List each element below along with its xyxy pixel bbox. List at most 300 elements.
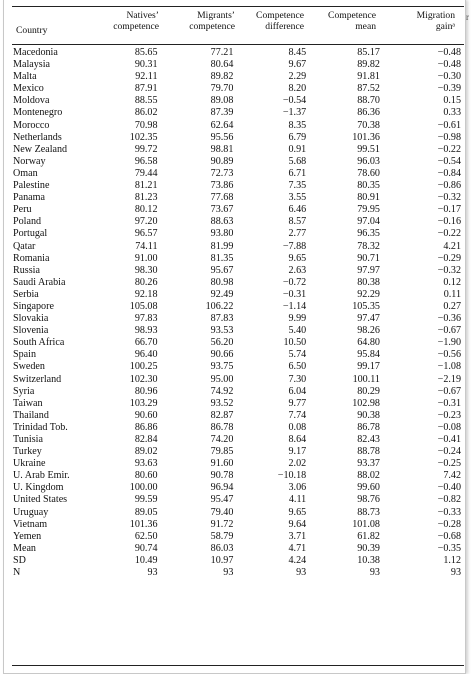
clipped-column-marker: r <box>466 12 469 22</box>
difference-cell: 10.50 <box>283 337 307 349</box>
difference-cell: 5.68 <box>288 155 307 167</box>
natives-cell: 91.00 <box>134 252 158 264</box>
gain-cell: 0.27 <box>443 300 461 312</box>
table-row <box>13 543 461 555</box>
natives-cell: 97.83 <box>134 313 158 325</box>
migrants-cell: 91.72 <box>210 518 234 530</box>
migrants-cell: 81.99 <box>210 240 234 252</box>
mean-cell: 92.29 <box>357 288 380 300</box>
mean-cell: 88.70 <box>357 95 380 107</box>
table-row <box>13 59 461 71</box>
header-gain-line1: Migration <box>416 10 455 21</box>
country-cell: United States <box>13 494 68 506</box>
table-row <box>13 95 461 107</box>
migrants-cell: 86.03 <box>210 542 234 554</box>
gain-cell: −0.67 <box>437 385 461 397</box>
natives-cell: 90.60 <box>134 409 158 421</box>
migrants-cell: 77.21 <box>210 47 234 58</box>
natives-cell: 92.11 <box>135 71 158 83</box>
mean-cell: 80.29 <box>357 385 380 397</box>
table-row <box>13 313 461 325</box>
header-gain-line2: gainᵃ <box>435 21 455 32</box>
mean-cell: 97.47 <box>357 313 380 325</box>
gain-cell: 93 <box>450 567 461 579</box>
mean-cell: 86.78 <box>357 421 380 433</box>
natives-cell: 105.08 <box>129 300 158 312</box>
country-cell: Uruguay <box>13 506 49 518</box>
migrants-cell: 90.78 <box>210 470 234 482</box>
header-migrants-line1: Migrants’ <box>197 10 235 21</box>
table-row <box>13 107 461 119</box>
mean-cell: 93 <box>369 567 380 579</box>
gain-cell: −0.82 <box>437 494 461 506</box>
table-row <box>13 470 461 482</box>
mean-cell: 10.38 <box>357 554 380 566</box>
gain-cell: −0.24 <box>437 446 461 458</box>
country-cell: Tunisia <box>13 434 43 445</box>
table-row <box>13 241 461 253</box>
table-row <box>13 434 461 446</box>
migrants-cell: 79.40 <box>210 506 234 518</box>
migrants-cell: 10.97 <box>210 554 234 566</box>
difference-cell: 6.46 <box>288 204 307 216</box>
country-cell: Spain <box>13 349 36 361</box>
table-row <box>13 422 461 434</box>
difference-cell: 5.40 <box>288 325 307 337</box>
migrants-cell: 82.87 <box>210 409 234 421</box>
country-cell: Trinidad Tob. <box>13 421 68 433</box>
gain-cell: −0.40 <box>437 482 461 494</box>
difference-cell: 6.50 <box>288 361 307 373</box>
competence-table <box>13 47 461 579</box>
table-row <box>13 349 461 361</box>
table-row <box>13 507 461 519</box>
natives-cell: 90.74 <box>134 542 158 554</box>
table-row <box>13 204 461 216</box>
natives-cell: 93 <box>147 567 158 579</box>
gain-cell: −0.68 <box>437 530 461 542</box>
difference-cell: −0.31 <box>282 288 307 300</box>
country-cell: Oman <box>13 167 38 179</box>
gain-cell: 0.12 <box>443 276 461 288</box>
gain-cell: −0.29 <box>437 252 461 264</box>
country-cell: Qatar <box>13 240 36 252</box>
migrants-cell: 89.08 <box>210 95 234 107</box>
mean-cell: 97.97 <box>357 264 380 276</box>
natives-cell: 80.12 <box>134 204 158 216</box>
header-difference-line1: Competence <box>256 10 304 21</box>
country-cell: Saudi Arabia <box>13 276 66 288</box>
natives-cell: 70.98 <box>134 119 158 131</box>
country-cell: Montenegro <box>13 107 63 119</box>
migrants-cell: 80.64 <box>210 59 234 71</box>
natives-cell: 99.59 <box>134 494 158 506</box>
mean-cell: 95.84 <box>357 349 380 361</box>
difference-cell: 7.30 <box>288 373 307 385</box>
natives-cell: 92.18 <box>134 288 158 300</box>
difference-cell: 3.55 <box>288 192 307 204</box>
natives-cell: 89.02 <box>134 446 158 458</box>
difference-cell: 8.45 <box>288 47 307 58</box>
table-row <box>13 410 461 422</box>
country-cell: Thailand <box>13 409 49 421</box>
difference-cell: 6.04 <box>288 385 307 397</box>
header-natives-line2: competence <box>113 21 159 32</box>
migrants-cell: 81.35 <box>210 252 234 264</box>
mean-cell: 88.78 <box>357 446 380 458</box>
difference-cell: 5.74 <box>288 349 307 361</box>
mean-cell: 91.81 <box>357 71 380 83</box>
migrants-cell: 93.53 <box>210 325 234 337</box>
header-difference-line2: difference <box>265 21 304 32</box>
country-cell: SD <box>13 554 26 566</box>
country-cell: Palestine <box>13 180 50 192</box>
country-cell: U. Kingdom <box>13 482 64 494</box>
country-cell: Syria <box>13 385 35 397</box>
table-row <box>13 168 461 180</box>
difference-cell: 9.64 <box>288 518 307 530</box>
mean-cell: 78.60 <box>357 167 380 179</box>
table-row <box>13 555 461 567</box>
migrants-cell: 90.66 <box>210 349 234 361</box>
migrants-cell: 95.47 <box>210 494 234 506</box>
natives-cell: 80.96 <box>134 385 158 397</box>
migrants-cell: 79.70 <box>210 83 234 95</box>
natives-cell: 86.02 <box>134 107 158 119</box>
natives-cell: 82.84 <box>134 434 158 445</box>
country-cell: Malta <box>13 71 37 83</box>
header-country: Country <box>16 25 48 36</box>
country-cell: Moldova <box>13 95 50 107</box>
mean-cell: 99.17 <box>357 361 380 373</box>
difference-cell: 9.67 <box>288 59 307 71</box>
difference-cell: −0.54 <box>282 95 307 107</box>
table-row <box>13 301 461 313</box>
country-cell: Mean <box>13 542 36 554</box>
difference-cell: −10.18 <box>277 470 307 482</box>
mean-cell: 96.35 <box>357 228 380 240</box>
natives-cell: 86.86 <box>134 421 158 433</box>
table-row <box>13 361 461 373</box>
difference-cell: 4.11 <box>288 494 307 506</box>
migrants-cell: 77.68 <box>210 192 234 204</box>
mean-cell: 102.98 <box>352 397 380 409</box>
table-row <box>13 228 461 240</box>
country-cell: Vietnam <box>13 518 48 530</box>
table-row <box>13 253 461 265</box>
table-row <box>13 120 461 132</box>
table-row <box>13 374 461 386</box>
natives-cell: 103.29 <box>129 397 158 409</box>
gain-cell: −0.98 <box>437 131 461 143</box>
gain-cell: −0.31 <box>437 397 461 409</box>
migrants-cell: 62.64 <box>210 119 234 131</box>
gain-cell: −0.28 <box>437 518 461 530</box>
natives-cell: 102.35 <box>129 131 158 143</box>
difference-cell: 0.08 <box>288 421 307 433</box>
natives-cell: 10.49 <box>134 554 158 566</box>
migrants-cell: 79.85 <box>210 446 234 458</box>
mean-cell: 87.52 <box>357 83 380 95</box>
mean-cell: 61.82 <box>357 530 380 542</box>
country-cell: Panama <box>13 192 45 204</box>
difference-cell: −1.37 <box>282 107 307 119</box>
country-cell: Russia <box>13 264 40 276</box>
migrants-cell: 90.89 <box>210 155 234 167</box>
gain-cell: −0.32 <box>437 192 461 204</box>
table-row <box>13 458 461 470</box>
country-cell: Singapore <box>13 300 54 312</box>
mean-cell: 101.08 <box>352 518 380 530</box>
table-row <box>13 265 461 277</box>
country-cell: Macedonia <box>13 47 58 58</box>
header-migrants-competence <box>164 10 235 32</box>
gain-cell: 1.12 <box>443 554 461 566</box>
gain-cell: −2.19 <box>437 373 461 385</box>
table-header-rule <box>12 44 464 45</box>
table-row <box>13 144 461 156</box>
country-cell: Ukraine <box>13 458 46 470</box>
mean-cell: 89.82 <box>357 59 380 71</box>
difference-cell: −0.72 <box>282 276 307 288</box>
country-cell: New Zealand <box>13 143 68 155</box>
difference-cell: 7.35 <box>288 180 307 192</box>
difference-cell: 2.29 <box>288 71 307 83</box>
country-cell: Taiwan <box>13 397 43 409</box>
table-row <box>13 192 461 204</box>
gain-cell: −0.36 <box>437 313 461 325</box>
mean-cell: 88.02 <box>357 470 380 482</box>
mean-cell: 96.03 <box>357 155 380 167</box>
gain-cell: 0.33 <box>443 107 461 119</box>
natives-cell: 81.23 <box>134 192 158 204</box>
natives-cell: 100.00 <box>129 482 158 494</box>
migrants-cell: 93 <box>223 567 234 579</box>
difference-cell: 8.35 <box>288 119 307 131</box>
header-mean-line2: mean <box>355 21 376 32</box>
natives-cell: 85.65 <box>134 47 158 58</box>
migrants-cell: 58.79 <box>210 530 234 542</box>
gain-cell: −0.22 <box>437 228 461 240</box>
header-migration-gain <box>384 10 455 32</box>
table-row <box>13 216 461 228</box>
gain-cell: −0.16 <box>437 216 461 228</box>
gain-cell: −0.67 <box>437 325 461 337</box>
table-row <box>13 446 461 458</box>
mean-cell: 82.43 <box>357 434 380 445</box>
natives-cell: 93.63 <box>134 458 158 470</box>
natives-cell: 80.26 <box>134 276 158 288</box>
country-cell: Portugal <box>13 228 48 240</box>
table-bottom-rule <box>12 665 464 666</box>
gain-cell: −0.17 <box>437 204 461 216</box>
header-competence-mean <box>309 10 376 32</box>
natives-cell: 102.30 <box>129 373 158 385</box>
country-cell: Romania <box>13 252 50 264</box>
country-cell: Slovakia <box>13 313 49 325</box>
mean-cell: 79.95 <box>357 204 380 216</box>
migrants-cell: 93.80 <box>210 228 234 240</box>
difference-cell: 8.20 <box>288 83 307 95</box>
gain-cell: −0.39 <box>437 83 461 95</box>
natives-cell: 99.72 <box>134 143 158 155</box>
migrants-cell: 88.63 <box>210 216 234 228</box>
migrants-cell: 87.39 <box>210 107 234 119</box>
gain-cell: −0.25 <box>437 458 461 470</box>
mean-cell: 80.38 <box>357 276 380 288</box>
table-row <box>13 386 461 398</box>
natives-cell: 101.36 <box>129 518 158 530</box>
migrants-cell: 95.00 <box>210 373 234 385</box>
table-row <box>13 180 461 192</box>
gain-cell: −0.48 <box>437 47 461 58</box>
natives-cell: 96.57 <box>134 228 158 240</box>
gain-cell: 7.42 <box>443 470 461 482</box>
mean-cell: 98.26 <box>357 325 380 337</box>
migrants-cell: 74.20 <box>210 434 234 445</box>
gain-cell: −0.61 <box>437 119 461 131</box>
table-row <box>13 337 461 349</box>
country-cell: Yemen <box>13 530 42 542</box>
difference-cell: 3.71 <box>288 530 307 542</box>
gain-cell: 0.11 <box>443 288 461 300</box>
difference-cell: 8.64 <box>288 434 307 445</box>
mean-cell: 97.04 <box>357 216 380 228</box>
gain-cell: −0.48 <box>437 59 461 71</box>
natives-cell: 87.91 <box>134 83 158 95</box>
table-row <box>13 156 461 168</box>
mean-cell: 80.35 <box>357 180 380 192</box>
difference-cell: 8.57 <box>288 216 307 228</box>
gain-cell: −0.32 <box>437 264 461 276</box>
difference-cell: 3.06 <box>288 482 307 494</box>
natives-cell: 90.31 <box>134 59 158 71</box>
gain-cell: −0.33 <box>437 506 461 518</box>
natives-cell: 100.25 <box>129 361 158 373</box>
country-cell: South Africa <box>13 337 65 349</box>
difference-cell: −1.14 <box>282 300 307 312</box>
mean-cell: 98.76 <box>357 494 380 506</box>
gain-cell: 4.21 <box>443 240 461 252</box>
mean-cell: 93.37 <box>357 458 380 470</box>
mean-cell: 100.11 <box>352 373 380 385</box>
migrants-cell: 80.98 <box>210 276 234 288</box>
table-row <box>13 47 461 59</box>
header-natives-competence <box>97 10 159 32</box>
natives-cell: 98.30 <box>134 264 158 276</box>
mean-cell: 105.35 <box>352 300 380 312</box>
difference-cell: 9.17 <box>288 446 307 458</box>
country-cell: Turkey <box>13 446 42 458</box>
difference-cell: 9.65 <box>288 252 307 264</box>
country-cell: Malaysia <box>13 59 50 71</box>
natives-cell: 80.60 <box>134 470 158 482</box>
natives-cell: 96.40 <box>134 349 158 361</box>
mean-cell: 101.36 <box>352 131 380 143</box>
table-row <box>13 277 461 289</box>
difference-cell: 6.71 <box>288 167 307 179</box>
gain-cell: −0.86 <box>437 180 461 192</box>
country-cell: Morocco <box>13 119 50 131</box>
migrants-cell: 86.78 <box>210 421 234 433</box>
gain-cell: −0.08 <box>437 421 461 433</box>
gain-cell: −1.08 <box>437 361 461 373</box>
table-row <box>13 71 461 83</box>
migrants-cell: 87.83 <box>210 313 234 325</box>
header-competence-difference <box>240 10 304 32</box>
country-cell: Poland <box>13 216 42 228</box>
difference-cell: 4.71 <box>288 542 307 554</box>
migrants-cell: 73.67 <box>210 204 234 216</box>
gain-cell: −0.22 <box>437 143 461 155</box>
gain-cell: −0.84 <box>437 167 461 179</box>
document-page <box>3 0 469 674</box>
natives-cell: 97.20 <box>134 216 158 228</box>
natives-cell: 81.21 <box>134 180 158 192</box>
mean-cell: 80.91 <box>357 192 380 204</box>
table-row <box>13 567 461 579</box>
country-cell: Sweden <box>13 361 45 373</box>
mean-cell: 78.32 <box>357 240 380 252</box>
table-row <box>13 398 461 410</box>
country-cell: Norway <box>13 155 46 167</box>
natives-cell: 79.44 <box>134 167 158 179</box>
table-top-rule <box>12 6 464 7</box>
difference-cell: 9.99 <box>288 313 307 325</box>
table-row <box>13 132 461 144</box>
table-row <box>13 289 461 301</box>
gain-cell: −0.23 <box>437 409 461 421</box>
difference-cell: 2.02 <box>288 458 307 470</box>
mean-cell: 70.38 <box>357 119 380 131</box>
migrants-cell: 92.49 <box>210 288 234 300</box>
table-row <box>13 494 461 506</box>
mean-cell: 88.73 <box>357 506 380 518</box>
difference-cell: 93 <box>296 567 307 579</box>
migrants-cell: 72.73 <box>210 167 234 179</box>
country-cell: Serbia <box>13 288 39 300</box>
difference-cell: 2.63 <box>288 264 307 276</box>
country-cell: Slovenia <box>13 325 49 337</box>
natives-cell: 98.93 <box>134 325 158 337</box>
migrants-cell: 91.60 <box>210 458 234 470</box>
difference-cell: 0.91 <box>288 143 307 155</box>
gain-cell: −0.54 <box>437 155 461 167</box>
migrants-cell: 56.20 <box>210 337 234 349</box>
gain-cell: −0.35 <box>437 542 461 554</box>
gain-cell: −0.41 <box>437 434 461 445</box>
migrants-cell: 93.75 <box>210 361 234 373</box>
table-row <box>13 519 461 531</box>
gain-cell: 0.15 <box>443 95 461 107</box>
gain-cell: −0.30 <box>437 71 461 83</box>
natives-cell: 88.55 <box>134 95 158 107</box>
difference-cell: 6.79 <box>288 131 307 143</box>
mean-cell: 64.80 <box>357 337 380 349</box>
migrants-cell: 74.92 <box>210 385 234 397</box>
country-cell: Peru <box>13 204 32 216</box>
mean-cell: 90.39 <box>357 542 380 554</box>
table-row <box>13 83 461 95</box>
difference-cell: 7.74 <box>288 409 307 421</box>
table-row <box>13 325 461 337</box>
table-row <box>13 482 461 494</box>
migrants-cell: 95.56 <box>210 131 234 143</box>
natives-cell: 66.70 <box>134 337 158 349</box>
migrants-cell: 96.94 <box>210 482 234 494</box>
mean-cell: 99.51 <box>357 143 380 155</box>
mean-cell: 86.36 <box>357 107 380 119</box>
